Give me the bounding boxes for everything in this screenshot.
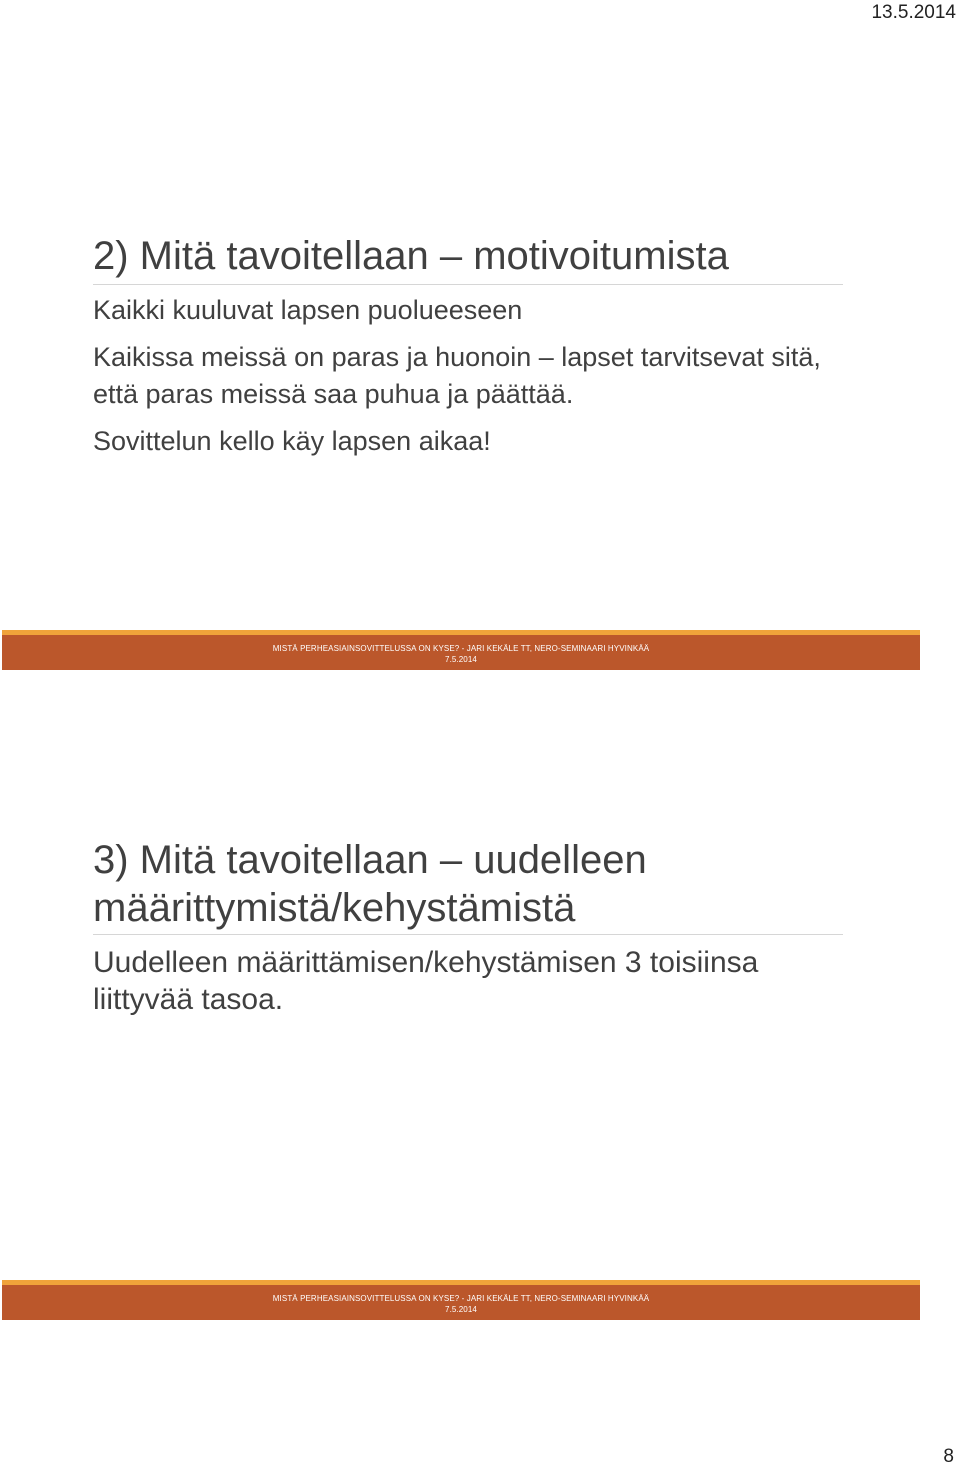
bullet-item: Kaikissa meissä on paras ja huonoin – lapset tarvitsevat sitä, että paras meissä saa puhua ja päättää. — [93, 342, 821, 409]
title-divider — [93, 284, 843, 285]
bullet-item: Uudelleen määrittämisen/kehystämisen 3 toisiinsa liittyvää tasoa. — [93, 946, 759, 1016]
bullet-list — [93, 944, 833, 1028]
slide-footer — [2, 635, 920, 670]
bullet-list — [93, 292, 833, 470]
slide-footer — [2, 1285, 920, 1320]
slide-2 — [0, 680, 960, 1320]
page-number: 8 — [943, 1446, 954, 1467]
bullet-item: Sovittelun kello käy lapsen aikaa! — [93, 426, 491, 456]
page-date: 13.5.2014 — [871, 2, 956, 23]
bullet-item: Kaikki kuuluvat lapsen puolueeseen — [93, 295, 523, 325]
title-divider — [93, 934, 843, 935]
slide-title: 2) Mitä tavoitellaan – motivoitumista — [93, 234, 729, 278]
footer-title: MISTÄ PERHEASIAINSOVITTELUSSA ON KYSE? - JARI KEKÄLE TT, NERO-SEMINAARI HYVINKÄÄ — [272, 644, 650, 653]
footer-date: 7.5.2014 — [445, 655, 477, 664]
footer-date: 7.5.2014 — [445, 1305, 477, 1314]
slide-1 — [0, 30, 960, 670]
footer-title: MISTÄ PERHEASIAINSOVITTELUSSA ON KYSE? - JARI KEKÄLE TT, NERO-SEMINAARI HYVINKÄÄ — [272, 1294, 650, 1303]
slide-title: 3) Mitä tavoitellaan – uudelleen määrittymistä/kehystämistä — [93, 838, 647, 930]
